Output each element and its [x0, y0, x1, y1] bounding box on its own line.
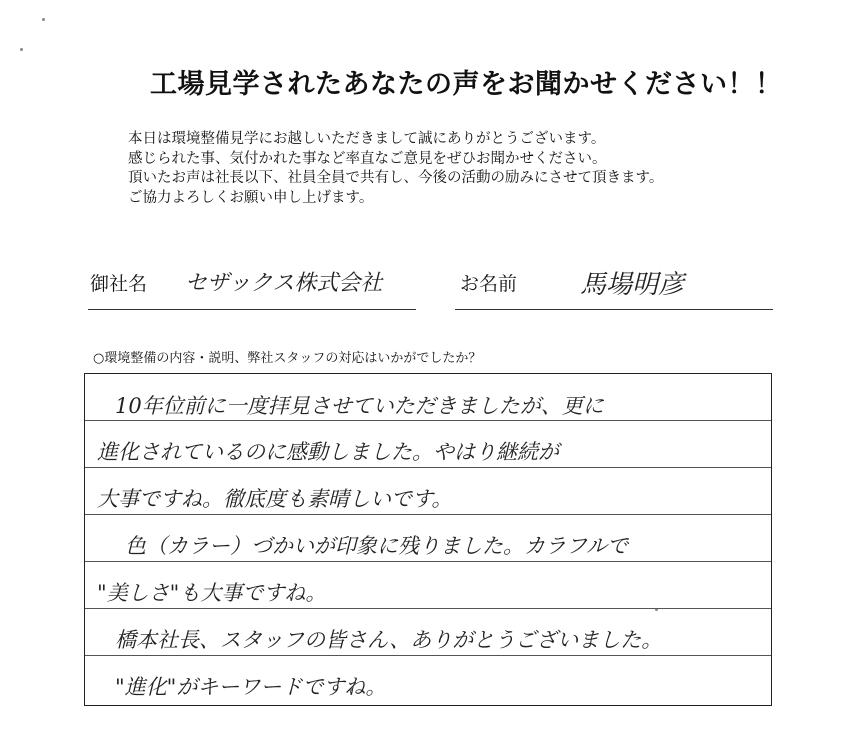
- page-title: 工場見学されたあなたの声をお聞かせください！！: [150, 69, 783, 100]
- intro-text: [128, 130, 808, 208]
- intro-line: 本日は環境整備見学にお越しいただきまして誠にありがとうございます。: [128, 131, 606, 147]
- answer-line-handwritten: 大事ですね。徹底度も素晴しいです。: [97, 487, 453, 511]
- question-text: ○環境整備の内容・説明、弊社スタッフの対応はいかがでしたか？: [93, 351, 482, 366]
- intro-line: 頂いたお声は社長以下、社員全員で共有し、今後の活動の励みにさせて頂きます。: [128, 170, 664, 186]
- answer-rule: [85, 420, 771, 421]
- answer-rule: [85, 467, 771, 468]
- answer-line-handwritten: "進化"がキーワードですね。: [115, 675, 387, 699]
- answer-line-handwritten: 橋本社長、スタッフの皆さん、ありがとうございました。: [115, 628, 663, 652]
- answer-box: [84, 373, 772, 706]
- answer-rule: [85, 514, 771, 515]
- company-label: 御社名: [90, 273, 148, 295]
- answer-rule: [85, 561, 771, 562]
- scan-speck: [20, 48, 23, 51]
- company-underline: [88, 309, 416, 310]
- name-value-handwritten: 馬場明彦: [580, 270, 685, 300]
- answer-rule: [85, 655, 771, 656]
- answer-line-handwritten: "美しさ"も大事ですね。: [97, 581, 327, 605]
- intro-line: 感じられた事、気付かれた事など率直なご意見をぜひお聞かせください。: [128, 150, 607, 167]
- answer-line-handwritten: 進化されているのに感動しました。やはり継続が: [97, 440, 559, 464]
- scan-speck: [42, 18, 45, 21]
- answer-line-handwritten: 色（カラー）づかいが印象に残りました。カラフルで: [125, 534, 629, 558]
- answer-rule: [85, 608, 771, 609]
- intro-line: ご協力よろしくお願い申し上げます。: [128, 189, 374, 206]
- name-label: お名前: [460, 273, 518, 295]
- company-value-handwritten: セザックス株式会社: [185, 271, 383, 296]
- answer-line-handwritten: 10年位前に一度拝見させていただきましたが、更に: [115, 394, 604, 418]
- name-underline: [455, 309, 773, 310]
